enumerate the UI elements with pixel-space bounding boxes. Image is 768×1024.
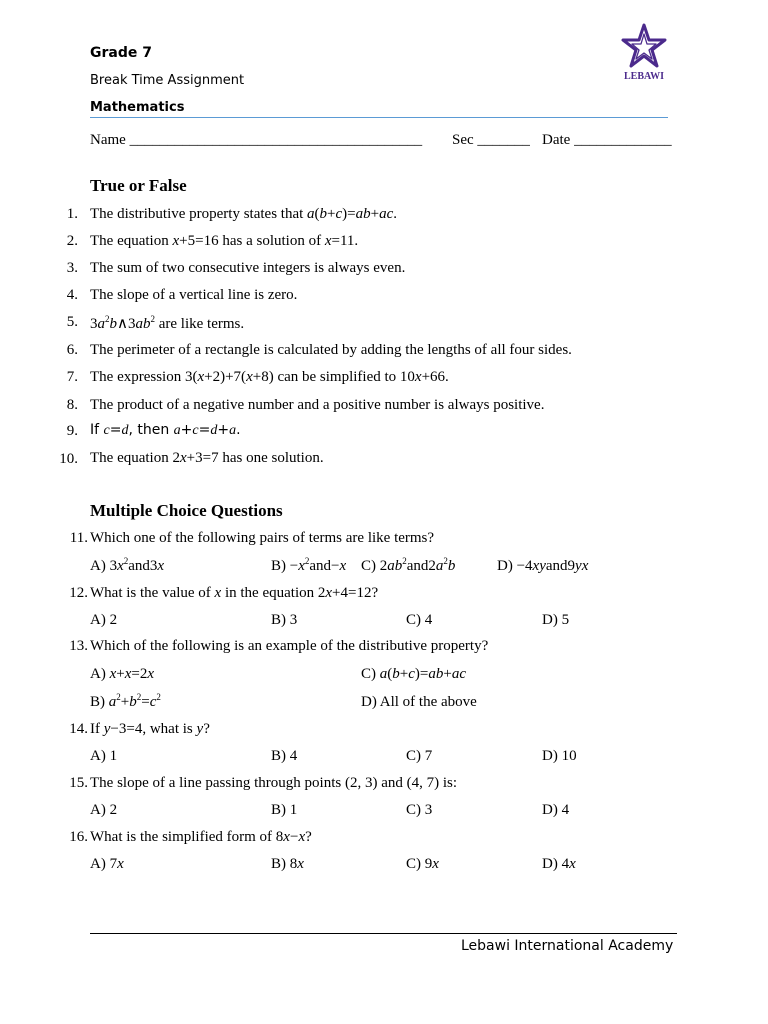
option-c[interactable]: C) 9x <box>406 856 439 872</box>
name-field[interactable]: Name _______________________________________ <box>90 132 423 148</box>
item-number: 1. <box>66 206 78 222</box>
question-number: 12. <box>69 585 88 601</box>
option-d[interactable]: D) 5 <box>542 612 570 628</box>
true-false-item: The product of a negative number and a positive number is always positive. <box>90 397 545 413</box>
option-a[interactable]: A) 1 <box>90 748 118 764</box>
question-number: 16. <box>69 829 88 845</box>
date-field[interactable]: Date _____________ <box>542 132 672 148</box>
grade-label: Grade 7 <box>90 45 152 61</box>
option-b[interactable]: B) $a^2+b^2=c^2$ <box>90 692 161 710</box>
option-d[interactable]: D) All of the above <box>361 694 477 710</box>
true-false-item: The equation 2x+3=7 has one solution. <box>90 450 324 466</box>
option-d[interactable]: D) 4x <box>542 856 576 872</box>
true-false-item: If c=d, then a+c=d+a. <box>90 422 241 438</box>
true-false-item: The slope of a vertical line is zero. <box>90 287 298 303</box>
item-number: 3. <box>66 260 78 276</box>
option-b[interactable]: B) 1 <box>271 802 298 818</box>
question-text: If y−3=4, what is y? <box>90 721 210 737</box>
true-false-item: The perimeter of a rectangle is calculated by adding the lengths of all four sides. <box>90 342 572 358</box>
school-logo <box>616 22 672 84</box>
option-d[interactable]: D) 4 <box>542 802 570 818</box>
item-number: 4. <box>66 287 78 303</box>
item-number: 5. <box>66 314 78 330</box>
question-number: 14. <box>69 721 88 737</box>
star-logo-icon <box>616 22 672 70</box>
option-d[interactable]: D) 10 <box>542 748 577 764</box>
assignment-title: Break Time Assignment <box>90 73 245 88</box>
item-number: 6. <box>66 342 78 358</box>
item-number: 8. <box>66 397 78 413</box>
true-false-item: The distributive property states that a(b+c)=ab+ac. <box>90 206 398 222</box>
option-b[interactable]: B) 4 <box>271 748 298 764</box>
question-text: What is the value of x in the equation 2x+4=12? <box>90 585 379 601</box>
true-false-item: $3a^2b\wedge 3ab^2$ are like terms. <box>90 314 245 332</box>
true-false-item: The sum of two consecutive integers is always even. <box>90 260 406 276</box>
section-field[interactable]: Sec _______ <box>452 132 530 148</box>
header-rule <box>90 117 668 118</box>
question-number: 15. <box>69 775 88 791</box>
question-text: Which of the following is an example of the distributive property? <box>90 638 489 654</box>
option-b[interactable]: B) 3 <box>271 612 298 628</box>
option-a[interactable]: A) x+x=2x <box>90 666 155 682</box>
logo-text: LEBAWI <box>623 71 664 82</box>
question-text: The slope of a line passing through points (2, 3) and (4, 7) is: <box>90 775 458 791</box>
question-number: 11. <box>69 530 88 546</box>
option-d[interactable]: D) −4xyand9yx <box>497 558 589 574</box>
item-number: 9. <box>66 423 78 439</box>
option-b[interactable]: $B) -x^2and-x$ <box>271 556 347 574</box>
question-text: Which one of the following pairs of terms are like terms? <box>90 530 435 546</box>
true-false-item: The expression 3(x+2)+7(x+8) can be simplified to 10x+66. <box>90 369 449 385</box>
question-number: 13. <box>69 638 88 654</box>
footer-school-name: Lebawi International Academy <box>461 938 674 954</box>
option-b[interactable]: B) 8x <box>271 856 304 872</box>
item-number: 7. <box>66 369 78 385</box>
multiple-choice-heading: Multiple Choice Questions <box>90 501 283 520</box>
item-number: 2. <box>66 233 78 249</box>
option-c[interactable]: C) 3 <box>406 802 433 818</box>
option-c[interactable]: C) $2ab^2and2a^2b$ <box>361 556 456 574</box>
question-text: What is the simplified form of 8x−x? <box>90 829 312 845</box>
option-a[interactable]: A) $3x^2and3x$ <box>90 556 165 574</box>
footer-rule <box>90 933 677 934</box>
subject-label: Mathematics <box>90 100 185 115</box>
option-a[interactable]: A) 2 <box>90 802 118 818</box>
item-number: 10. <box>59 451 78 467</box>
true-false-heading: True or False <box>90 176 187 195</box>
true-false-item: The equation x+5=16 has a solution of x=11. <box>90 233 359 249</box>
option-a[interactable]: A) 2 <box>90 612 118 628</box>
option-a[interactable]: A) 7x <box>90 856 124 872</box>
option-c[interactable]: C) 4 <box>406 612 433 628</box>
option-c[interactable]: C) a(b+c)=ab+ac <box>361 666 466 682</box>
option-c[interactable]: C) 7 <box>406 748 433 764</box>
